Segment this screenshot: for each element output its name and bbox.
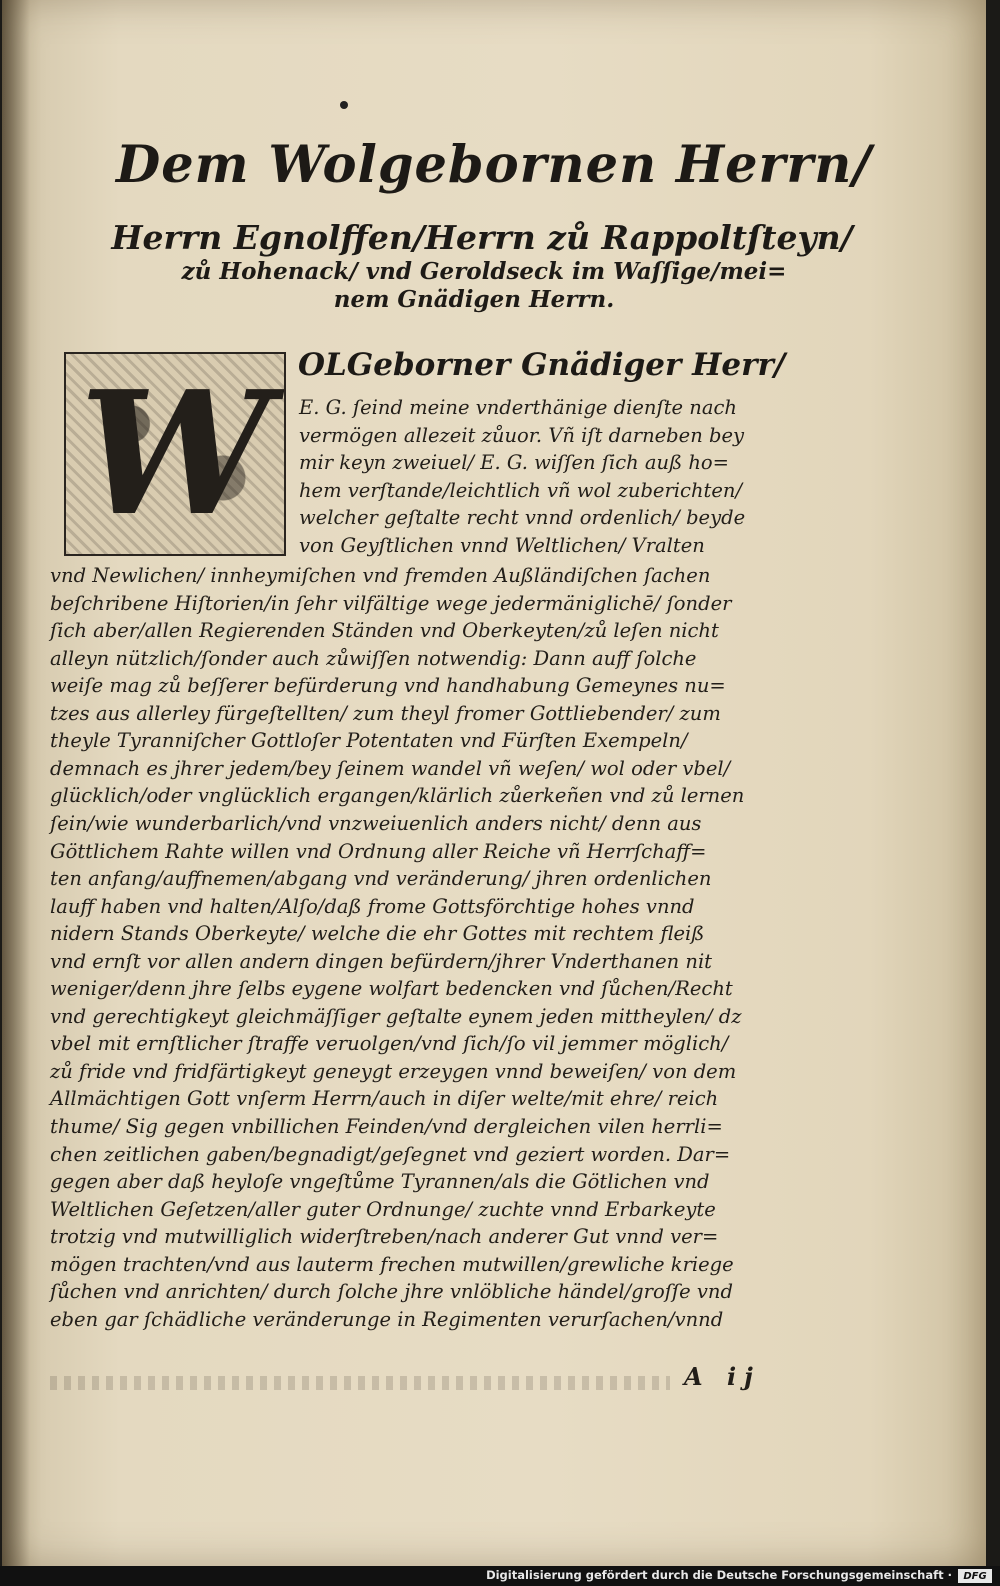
text-line: ſůchen vnd anrichten/ durch ſolche jhre vnlöbliche händel/groſſe vnd <box>50 1280 733 1304</box>
title-line-4: nem Gnädigen Herrn. <box>333 286 615 313</box>
decorated-initial <box>64 352 286 556</box>
text-line: ſein/wie wunderbarlich/vnd vnzweiuenlich anders nicht/ denn aus <box>50 811 702 835</box>
text-line: ten anfang/auffnemen/abgang vnd veränderung/ jhren ordenlichen <box>50 867 712 891</box>
text-line: beſchribene Hiſtorien/in ſehr vilfältige wege jedermäniglichē/ ſonder <box>50 591 732 615</box>
text-line: zů fride vnd fridfärtigkeyt geneygt erzeygen vnnd beweiſen/ von dem <box>50 1059 737 1083</box>
text-line: von Geyſtlichen vnnd Weltlichen/ Vralten <box>299 534 705 557</box>
title-line-1: Dem Wolgebornen Herrn/ <box>116 135 872 195</box>
text-line: lauff haben vnd halten/Alſo/daß frome Gottsförchtige hohes vnnd <box>50 894 695 918</box>
text-line: alleyn nützlich/ſonder auch zůwiſſen notwendig: Dann auff ſolche <box>50 646 697 670</box>
text-line: hem verſtande/leichtlich vñ wol zuberichten/ <box>299 478 743 502</box>
text-line: mögen trachten/vnd aus lauterm frechen mutwillen/grewliche kriege <box>50 1252 734 1276</box>
text-line: vnd ernſt vor allen andern dingen befürdern/jhrer Vnderthanen nit <box>50 949 713 973</box>
dfg-logo-icon: DFG <box>958 1569 992 1583</box>
text-line: demnach es jhrer jedem/bey ſeinem wandel vñ weſen/ wol oder vbel/ <box>50 756 731 780</box>
text-line: eben gar ſchädliche veränderunge in Regimenten verurſachen/vnnd <box>50 1307 724 1331</box>
initial-letter: W <box>79 354 271 554</box>
text-line: trotzig vnd mutwilliglich widerſtreben/nach anderer Gut vnnd ver= <box>50 1225 719 1249</box>
text-line: vbel mit ernſtlicher ſtraffe veruolgen/vnd ſich/ſo vil jemmer möglich/ <box>50 1032 729 1056</box>
footer-credit: Digitalisierung gefördert durch die Deutsche Forschungsgemeinschaft · <box>486 1568 952 1582</box>
text-line: nidern Stands Oberkeyte/ welche die ehr Gottes mit rechtem fleiß <box>50 922 705 946</box>
text-line: thume/ Sig gegen vnbillichen Feinden/vnd dergleichen vilen herrli= <box>50 1115 723 1138</box>
show-through-text <box>50 1376 670 1390</box>
text-line: welcher geſtalte recht vnnd ordenlich/ beyde <box>299 506 746 530</box>
text-line: vnd gerechtigkeyt gleichmäſſiger geſtalte eynem jeden mittheylen/ dz <box>50 1004 742 1028</box>
ornament-dot <box>340 101 348 109</box>
text-line: E. G. ſeind meine vnderthänige dienſte nach <box>299 396 737 419</box>
text-line: Göttlichem Rahte willen vnd Ordnung aller Reiche vñ Herrſchaff= <box>50 839 707 863</box>
text-line: vnd Newlichen/ innheymiſchen vnd fremden Außländiſchen ſachen <box>50 564 711 587</box>
text-line: theyle Tyranniſcher Gottloſer Potentaten vnd Fürſten Exempeln/ <box>50 729 688 753</box>
text-line: mir keyn zweiuel/ E. G. wiſſen ſich auß ho= <box>299 451 729 475</box>
text-line: chen zeitlichen gaben/begnadigt/geſegnet vnd geziert worden. Dar= <box>50 1142 731 1166</box>
text-line: gegen aber daß heyloſe vngeſtůme Tyrannen/als die Götlichen vnd <box>50 1170 710 1194</box>
text-line: tzes aus allerley fürgeſtellten/ zum theyl fromer Gottliebender/ zum <box>50 701 721 725</box>
text-line: weiſe mag zů beſſerer befürderung vnd handhabung Gemeynes nu= <box>50 674 726 698</box>
footer-bar <box>0 1566 1000 1586</box>
title-line-2: Herrn Egnolffen/Herrn zů Rappoltſteyn/ <box>111 218 853 257</box>
text-line: glücklich/oder vnglücklich ergangen/klärlich zůerkeñen vnd zů lernen <box>50 784 745 808</box>
opening-line: OLGeborner Gnädiger Herr/ <box>298 347 786 383</box>
text-line: ſich aber/allen Regierenden Ständen vnd Oberkeyten/zů leſen nicht <box>50 619 719 643</box>
text-line: weniger/denn jhre ſelbs eygene wolfart bedencken vnd ſůchen/Recht <box>50 977 733 1001</box>
title-line-3: zů Hohenack/ vnd Geroldseck im Waſſige/mei= <box>181 258 787 285</box>
text-line: Weltlichen Geſetzen/aller guter Ordnunge/ zuchte vnnd Erbarkeyte <box>50 1197 716 1221</box>
text-line: Allmächtigen Gott vnſerm Herrn/auch in diſer welte/mit ehre/ reich <box>50 1087 719 1111</box>
signature-mark: A ij <box>684 1362 761 1391</box>
text-line: vermögen allezeit zůuor. Vñ iſt darneben bey <box>299 423 744 447</box>
book-page <box>2 0 986 1566</box>
